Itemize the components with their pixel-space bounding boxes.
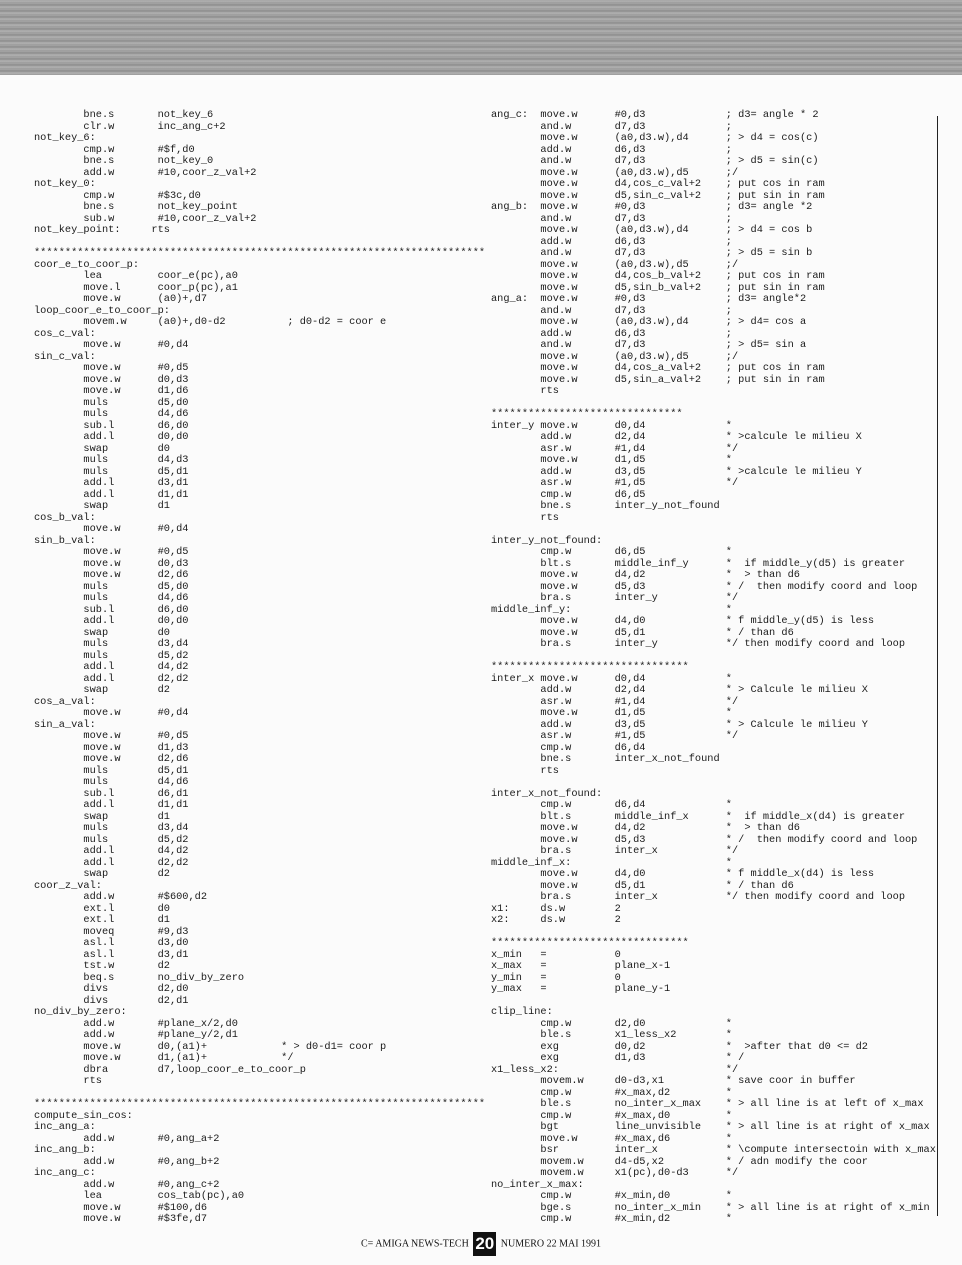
code-listing-right: ang_c: move.w #0,d3 ; d3= angle * 2 and.w d7,d3 ; move.w (a0,d3.w),d4 ; > d4 = cos(c) add.w d6,d3 ; and.w d7,d3 ; > d5 = sin(c) move.w (a0,d3.w),d5 ;/ move.w d4,cos_c_val+2 ; put cos in ram move.w d5,sin_c_val+2 ; put sin in ram ang_b: move.w #0,d3 ; d3= angle *2 and.w d7,d3 ; move.w (a0,d3.w),d4 ; > d4 = cos b add.w d6,d3 ; and.w d7,d3 ; > d5 = sin b move.w (a0,d3.w),d5 ;/ move.w d4,cos_b_val+2 ; put cos in ram move.w d5,sin_b_val+2 ; put sin in ram ang_a: move.w #0,d3 ; d3= angle*2 and.w d7,d3 ; move.w (a0,d3.w),d4 ; > d4= cos a add.w d6,d3 ; and.w d7,d3 ; > d5= sin a move.w (a0,d3.w),d5 ;/ move.w d4,cos_a_val+2 ; put cos in ram move.w d5,sin_a_val+2 ; put sin in ram rts ******************************* inter_y move.w d0,d4 * add.w d2,d4 * >calcule le milieu X asr.w #1,d4 */ move.w d1,d5 * add.w d3,d5 * >calcule le milieu Y asr.w #1,d5 */ cmp.w d6,d5 bne.s inter_y_not_found rts inter_y_not_found: cmp.w d6,d5 * blt.s middle_inf_y * if middle_y(d5) is greater move.w d4,d2 * > than d6 move.w d5,d3 * / then modify coord and loop bra.s inter_y */ middle_inf_y: * move.w d4,d0 * f middle_y(d5) is less move.w d5,d1 * / than d6 bra.s inter_y */ then modify coord and loop ******************************** inter_x move.w d0,d4 * add.w d2,d4 * > Calcule le milieu X asr.w #1,d4 */ move.w d1,d5 * add.w d3,d5 * > Calcule le milieu Y asr.w #1,d5 */ cmp.w d6,d4 bne.s inter_x_not_found rts inter_x_not_found: cmp.w d6,d4 * blt.s middle_inf_x * if middle_x(d4) is greater move.w d4,d2 * > than d6 move.w d5,d3 * / then modify coord and loop bra.s inter_x */ middle_inf_x: * move.w d4,d0 * f middle_x(d4) is less move.w d5,d1 * / than d6 bra.s inter_x */ then modify coord and loop x1: ds.w 2 x2: ds.w 2 ******************************** x_min = 0 x_max = plane_x-1 y_min = 0 y_max = plane_y-1 clip_line: cmp.w d2,d0 * ble.s x1_less_x2 * exg d0,d2 * >after that d0 <= d2 exg d1,d3 * / x1_less_x2: */ movem.w d0-d3,x1 * save coor in buffer cmp.w #x_max,d2 * ble.s no_inter_x_max * > all line is at left of x_max cmp.w #x_max,d0 * bgt line_unvisible * > all line is at right of x_max move.w #x_max,d6 * bsr inter_x * \compute intersectoin with x_max movem.w d4-d5,x2 * / adn modify the coor movem.w x1(pc),d0-d3 */ no_inter_x_max: cmp.w #x_min,d0 * bge.s no_inter_x_min * > all line is at right of x_min cmp.w #x_min,d2 * xyxy=(491,109,936,1225)
column-divider xyxy=(937,116,938,1216)
page-number: 20 xyxy=(473,1232,496,1256)
code-listing-left: bne.s not_key_6 clr.w inc_ang_c+2 not_key_6: cmp.w #$f,d0 bne.s not_key_0 add.w #10,coor_z_val+2 not_key_0: cmp.w #$3c,d0 bne.s not_key_point sub.w #10,coor_z_val+2 not_key_point: rts ************************************************************************* coor_e_to_coor_p: lea coor_e(pc),a0 move.l coor_p(pc),a1 move.w (a0)+,d7 loop_coor_e_to_coor_p: movem.w (a0)+,d0-d2 ; d0-d2 = coor e cos_c_val: move.w #0,d4 sin_c_val: move.w #0,d5 move.w d0,d3 move.w d1,d6 muls d5,d0 muls d4,d6 sub.l d6,d0 add.l d0,d0 swap d0 muls d4,d3 muls d5,d1 add.l d3,d1 add.l d1,d1 swap d1 cos_b_val: move.w #0,d4 sin_b_val: move.w #0,d5 move.w d0,d3 move.w d2,d6 muls d5,d0 muls d4,d6 sub.l d6,d0 add.l d0,d0 swap d0 muls d3,d4 muls d5,d2 add.l d4,d2 add.l d2,d2 swap d2 cos_a_val: move.w #0,d4 sin_a_val: move.w #0,d5 move.w d1,d3 move.w d2,d6 muls d5,d1 muls d4,d6 sub.l d6,d1 add.l d1,d1 swap d1 muls d3,d4 muls d5,d2 add.l d4,d2 add.l d2,d2 swap d2 coor_z_val: add.w #$600,d2 ext.l d0 ext.l d1 moveq #9,d3 asl.l d3,d0 asl.l d3,d1 tst.w d2 beq.s no_div_by_zero divs d2,d0 divs d2,d1 no_div_by_zero: add.w #plane_x/2,d0 add.w #plane_y/2,d1 move.w d0,(a1)+ * > d0-d1= coor p move.w d1,(a1)+ */ dbra d7,loop_coor_e_to_coor_p rts ************************************************************************* compute_sin_cos: inc_ang_a: add.w #0,ang_a+2 inc_ang_b: add.w #0,ang_b+2 inc_ang_c: add.w #0,ang_c+2 lea cos_tab(pc),a0 move.w #$100,d6 move.w #$3fe,d7 xyxy=(34,109,486,1225)
page-footer xyxy=(0,1232,962,1256)
footer-magazine: C= AMIGA NEWS-TECH xyxy=(360,1238,469,1250)
footer-issue: NUMERO 22 MAI 1991 xyxy=(500,1238,602,1250)
header-band xyxy=(0,0,962,75)
